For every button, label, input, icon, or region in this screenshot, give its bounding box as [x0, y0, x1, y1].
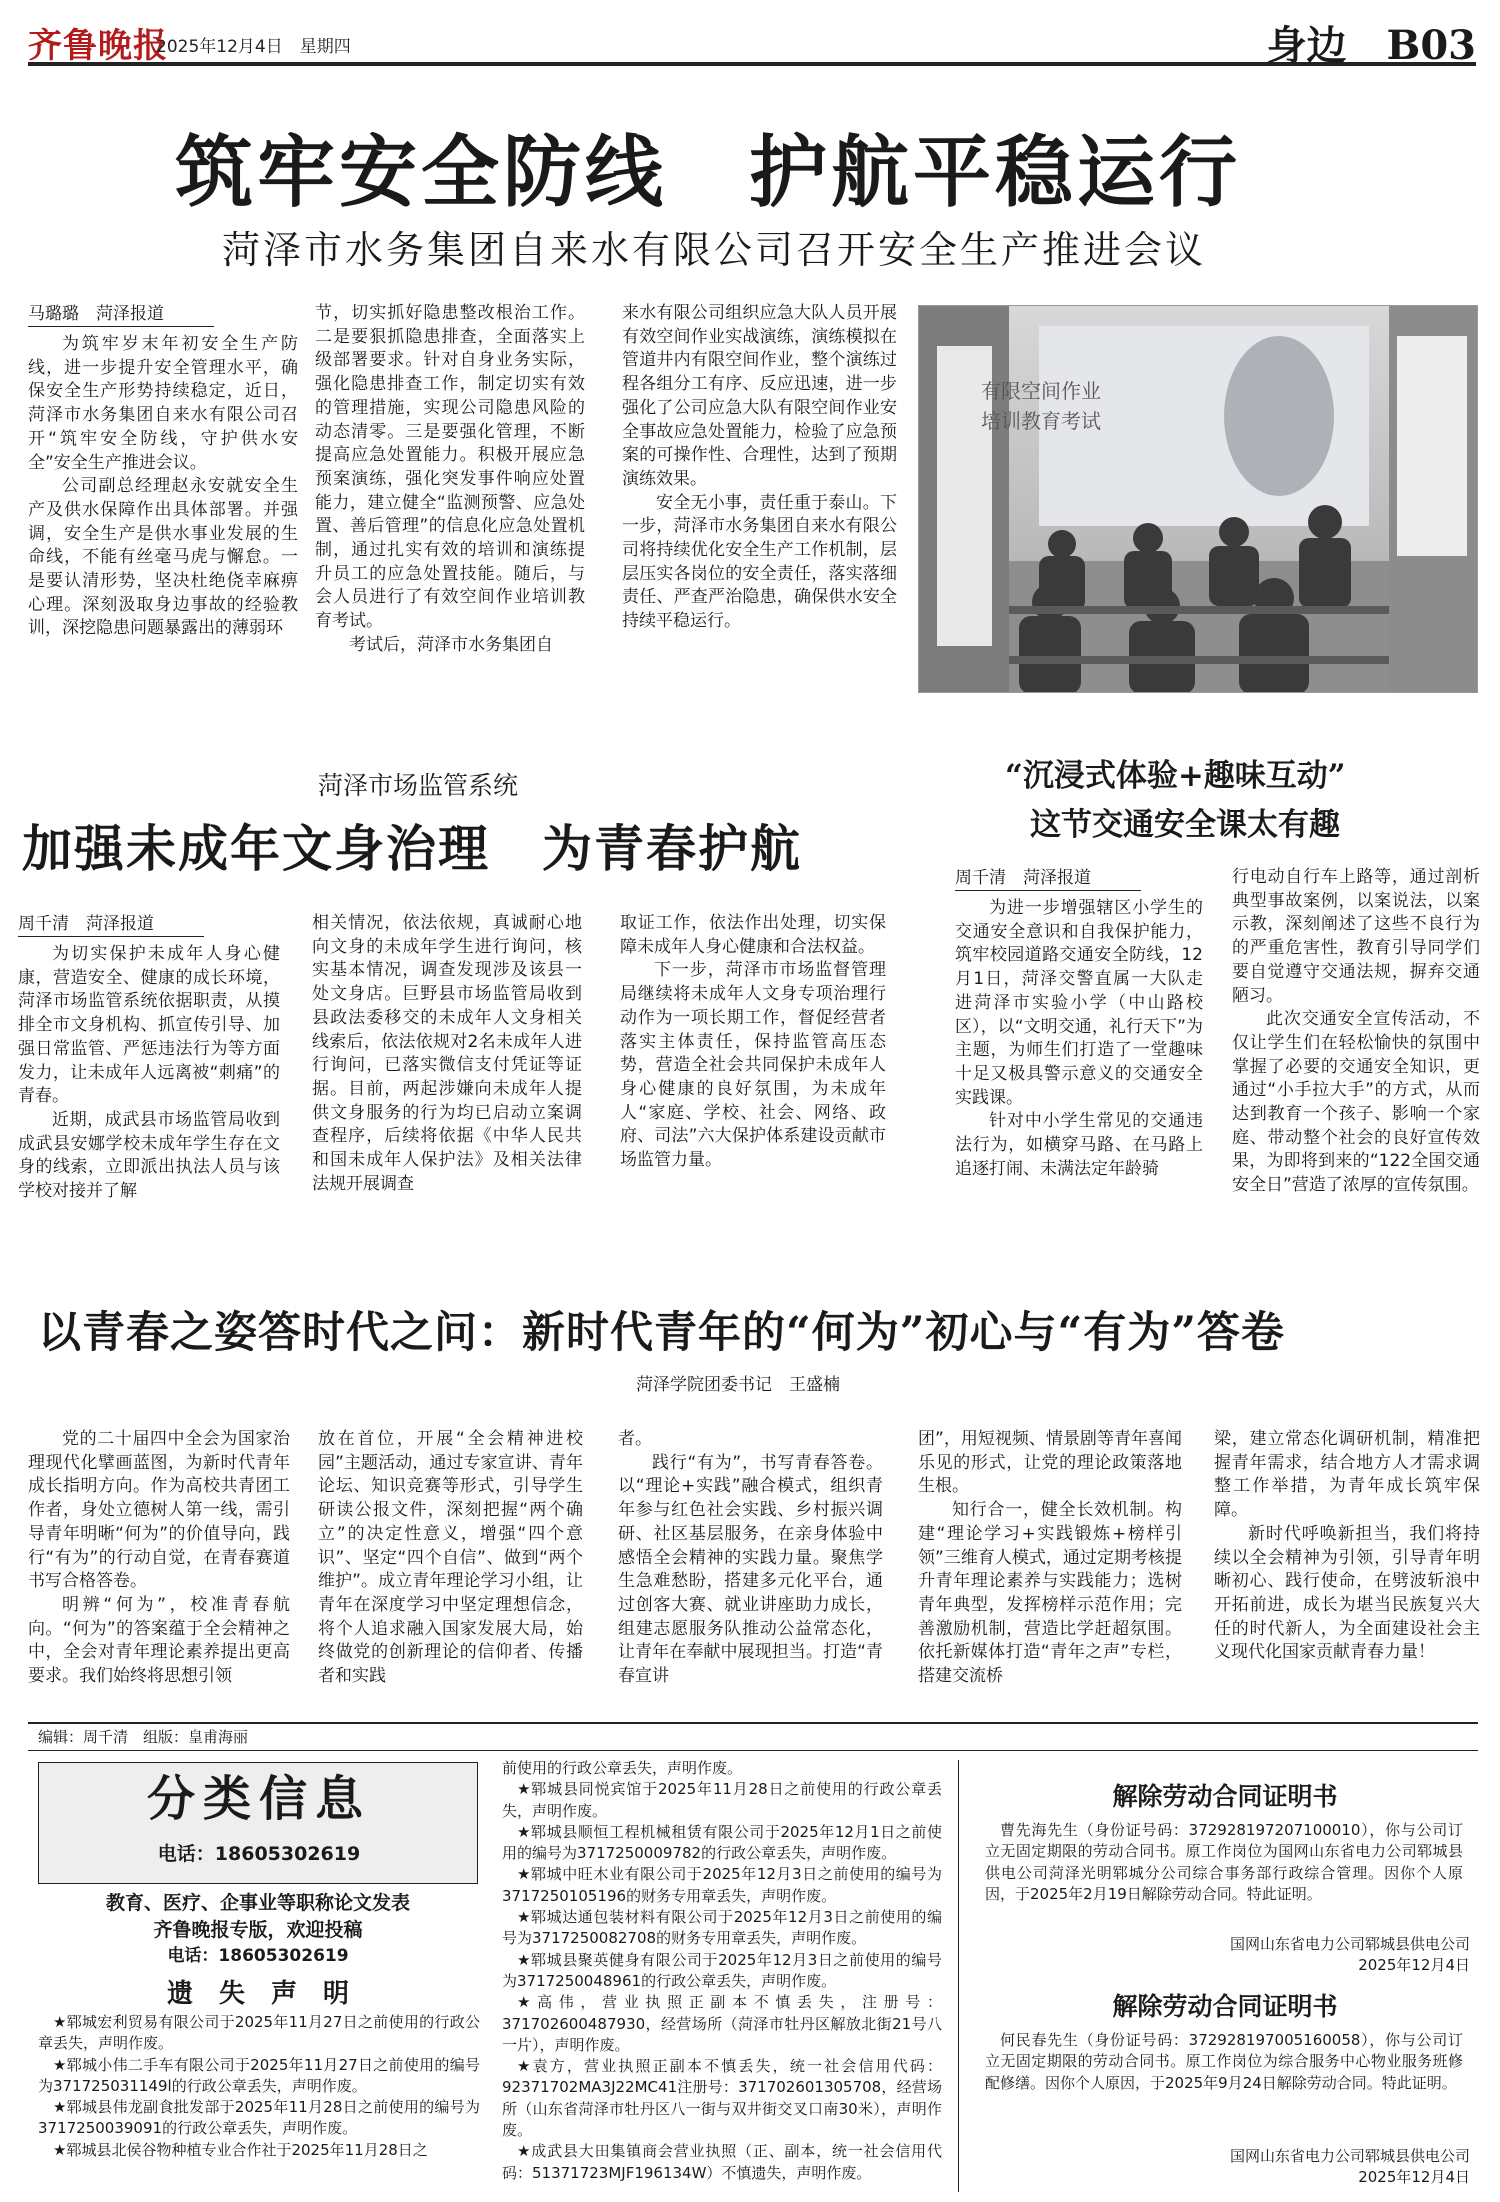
article1-title: 筑牢安全防线 护航平稳运行 — [175, 128, 1242, 218]
notice1-date: 2025年12月4日 — [1358, 1956, 1470, 1974]
article1-subtitle: 菏泽市水务集团自来水有限公司召开安全生产推进会议 — [222, 228, 1207, 272]
lost-notice-title: 遗 失 声 明 — [166, 1979, 349, 2009]
photo-screen-text: 有限空间作业 培训教育考试 — [981, 379, 1101, 433]
article2-kicker: 菏泽市场监管系统 — [318, 771, 519, 800]
article2-title: 加强未成年文身治理 为青春护航 — [22, 819, 802, 878]
article4-col5: 梁，建立常态化调研机制，精准把握青年需求，结合地方人才需求调整工作举措，为青年成长筑牢保障。 新时代呼唤新担当，我们将持续以全会精神为引领，引导青年明晰初心、践行使命，在劈波斩浪中开拓前进，成长为堪当民族复兴大任的时代新人，为全面建设社会主义现代化国家贡献青春力量！ — [1214, 1429, 1480, 1663]
promo-line1: 教育、医疗、企事业等职称论文发表 — [105, 1892, 410, 1914]
classified-banner — [38, 1762, 478, 1884]
article4-col2: 放在首位，开展“全会精神进校园”主题活动，通过专家宣讲、青年论坛、知识竞赛等形式，引导学生研读公报文件，深刻把握“两个确立”的决定性意义，增强“四个意识”、坚定“四个自信”、做到“两个维护”。成立青年理论学习小组，让青年在深度学习中坚定理想信念，将个人追求融入国家发展大局，始终做党的创新理论的信仰者、传播者和实践 — [318, 1429, 583, 1687]
promo-phone: 电话：18605302619 — [167, 1946, 349, 1966]
notice1-org: 国网山东省电力公司郓城县供电公司 — [1229, 1935, 1470, 1953]
article2-col1: 周千清 菏泽报道 为切实保护未成年人身心健康，营造安全、健康的成长环境，菏泽市场监管系统依据职责，从摸排全市文身机构、抓宣传引导、加强日常监管、严惩违法行为等方面发力，让未成年人远离被“刺痛”的青春。 近期，成武县市场监管局收到成武县安娜学校未成年学生存在文身的线索，立即派出执法人员与该学校对接并了解 — [18, 914, 280, 1202]
article2-col3: 取证工作，依法作出处理，切实保障未成年人身心健康和合法权益。 下一步，菏泽市市场监督管理局继续将未成年人文身专项治理行动作为一项长期工作，督促经营者落实主体责任，保持监管高压态势，营造全社会共同保护未成年人身心健康的良好氛围，为未成年人“家庭、学校、社会、网络、政府、司法”六大保护体系建设贡献市场监管力量。 — [620, 913, 886, 1171]
classified-title: 分类信息 — [146, 1771, 371, 1827]
article1-byline: 马璐璐 菏泽报道 — [28, 302, 214, 327]
article4-col4: 团”，用短视频、情景剧等青年喜闻乐见的形式，让党的理论政策落地生根。 知行合一，健全长效机制。构建“理论学习+实践锻炼+榜样引领”三维育人模式，通过定期考核提升青年理论素养与实践能力；选树青年典型，发挥榜样示范作用；完善激励机制，营造比学赶超氛围。依托新媒体打造“青年之声”专栏，搭建交流桥 — [918, 1429, 1182, 1687]
notice2-title: 解除劳动合同证明书 — [1112, 1992, 1338, 2021]
article3-byline: 周千清 菏泽报道 — [955, 866, 1141, 891]
notice2-date: 2025年12月4日 — [1358, 2168, 1470, 2186]
notice1-body: 曹先海先生（身份证号码：372928197207100010），你与公司订立无固定期限的劳动合同书。原工作岗位为国网山东省电力公司郓城县供电公司菏泽光明郓城分公司综合事务部行政综合管理。因你个人原因，于2025年2月19日解除劳动合同。特此证明。 — [985, 1821, 1463, 1903]
page-header — [28, 8, 1476, 69]
editor-rule — [28, 1722, 1478, 1724]
editor-credit: 编辑：周千清 组版：皇甫海丽 — [38, 1728, 249, 1746]
article4-col3: 者。 践行“有为”，书写青春答卷。以“理论+实践”融合模式，组织青年参与红色社会实践、乡村振兴调研、社区基层服务，在亲身体验中感悟全会精神的实践力量。聚焦学生急难愁盼，搭建多元化平台，通过创客大赛、就业讲座助力成长，组建志愿服务队推动公益常态化，让青年在奉献中展现担当。打造“青春宣讲 — [618, 1429, 883, 1687]
notice1-title: 解除劳动合同证明书 — [1112, 1782, 1338, 1811]
article4-col1: 党的二十届四中全会为国家治理现代化擘画蓝图，为新时代青年成长指明方向。作为高校共青团工作者，身处立德树人第一线，需引导青年明晰“何为”的价值导向，践行“有为”的行动自觉，在青春赛道书写合格答卷。 明辨“何为”，校准青春航向。“何为”的答案蕴于全会精神之中，全会对青年理论素养提出更高要求。我们始终将思想引领 — [28, 1429, 290, 1687]
article1-col2: 节，切实抓好隐患整改根治工作。二是要狠抓隐患排查，全面落实上级部署要求。针对自身业务实际，强化隐患排查工作，制定切实有效的管理措施，实现公司隐患风险的动态清零。三是要强化管理，不断提高应急处置能力。积极开展应急预案演练，强化突发事件响应处置能力，建立健全“监测预警、应急处置、善后管理”的信息化应急处置机制，通过扎实有效的培训和演练提升员工的应急处置技能。随后，与会人员进行了有效空间作业培训教育考试。 考试后，菏泽市水务集团自 — [315, 303, 585, 655]
issue-date: 2025年12月4日 星期四 — [156, 37, 351, 57]
article4-title: 以青春之姿答时代之问：新时代青年的“何为”初心与“有为”答卷 — [38, 1308, 1285, 1358]
article3-col1: 周千清 菏泽报道 为进一步增强辖区小学生的交通安全意识和自我保护能力，筑牢校园道路交通安全防线，12月1日，菏泽交警直属一大队走进菏泽市实验小学（中山路校区），以“文明交通，礼行天下”为主题，为师生们打造了一堂趣味十足又极具警示意义的交通安全实践课。 针对中小学生常见的交通违法行为，如横穿马路、在马路上追逐打闹、未满法定年龄骑 — [955, 868, 1203, 1179]
classified-rule — [28, 1750, 1478, 1751]
article3-title-line2: 这节交通安全课太有趣 — [1030, 807, 1340, 843]
article1-col3: 来水有限公司组织应急大队人员开展有效空间作业实战演练，演练模拟在管道井内有限空间作业，整个演练过程各组分工有序、反应迅速，进一步强化了公司应急大队有限空间作业安全事故应急处置能力，检验了应急预案的可操作性、合理性，达到了预期演练效果。 安全无小事，责任重于泰山。下一步，菏泽市水务集团自来水有限公司将持续优化安全生产工作机制，层层压实各岗位的安全责任，落实落细责任、严查严治隐患，确保供水安全持续平稳运行。 — [622, 303, 897, 632]
classified-divider — [958, 1760, 959, 2192]
article4-author: 菏泽学院团委书记 王盛楠 — [636, 1375, 840, 1395]
article3-title-line1: “沉浸式体验+趣味互动” — [1005, 758, 1346, 794]
article3-col2: 行电动自行车上路等，通过剖析典型事故案例，以案说法，以案示教，深刻阐述了这些不良行为的严重危害性，教育引导同学们要自觉遵守交通法规，摒弃交通陋习。 此次交通安全宣传活动，不仅让学生们在轻松愉快的氛围中掌握了必要的交通安全知识，更通过“小手拉大手”的方式，从而达到教育一个孩子、影响一个家庭、带动整个社会的良好宣传效果，为即将到来的“122全国交通安全日”营造了浓厚的宣传氛围。 — [1232, 867, 1480, 1196]
notice2-body: 何民春先生（身份证号码：372928197005160058），你与公司订立无固定期限的劳动合同书。原工作岗位为综合服务中心物业服务班修配修缮。因你个人原因，于2025年9月24日解除劳动合同。特此证明。 — [985, 2031, 1463, 2092]
section-label: 身边 B03 — [1266, 22, 1476, 69]
meeting-photo — [918, 305, 1478, 693]
article2-byline: 周千清 菏泽报道 — [18, 912, 204, 937]
article2-col2: 相关情况，依法依规，真诚耐心地向文身的未成年学生进行询问，核实基本情况，调查发现涉及该县一处文身店。巨野县市场监管局收到县政法委移交的未成年人文身相关线索后，依法依规对2名未成年人进行询问，已落实微信支付凭证等证据。目前，两起涉嫌向未成年人提供文身服务的行为均已启动立案调查程序，后续将依据《中华人民共和国未成年人保护法》及相关法律法规开展调查 — [312, 913, 582, 1194]
classroom-scene-image — [919, 306, 1478, 693]
notice2-org: 国网山东省电力公司郓城县供电公司 — [1229, 2147, 1470, 2165]
newspaper-logo: 齐鲁晚报 — [28, 26, 168, 66]
article1-col1: 马璐璐 菏泽报道 为筑牢岁末年初安全生产防线，进一步提升安全管理水平，确保安全生产形势持续稳定，近日，菏泽市水务集团自来水有限公司召开“筑牢安全防线，守护供水安全”安全生产推进会议。 公司副总经理赵永安就安全生产及供水保障作出具体部署。并强调，安全生产是供水事业发展的生命线，不能有丝毫马虎与懈怠。一是要认清形势，坚决杜绝侥幸麻痹心理。深刻汲取身边事故的经验教训，深挖隐患问题暴露出的薄弱环 — [28, 304, 298, 639]
lost-notices-left: ★郓城宏利贸易有限公司于2025年11月27日之前使用的行政公章丢失，声明作废。 ★郓城小伟二手车有限公司于2025年11月27日之前使用的编号为371725031149l的行政公章丢失，声明作废。 ★郓城县伟龙副食批发部于2025年11月28日之前使用的编号为3717250039091的行政公章丢失，声明作废。 ★郓城县北侯谷物种植专业合作社于2025年11月28日之 — [38, 2013, 480, 2159]
promo-line2: 齐鲁晚报专版，欢迎投稿 — [153, 1919, 363, 1941]
classified-phone: 电话：18605302619 — [157, 1843, 361, 1865]
lost-notices-middle: 前使用的行政公章丢失，声明作废。 ★郓城县同悦宾馆于2025年11月28日之前使用的行政公章丢失，声明作废。 ★郓城县顺恒工程机械租赁有限公司于2025年12月1日之前使用的编号为3717250009782的行政公章丢失，声明作废。 ★郓城中旺木业有限公司于2025年12月3日之前使用的编号为3717250105196的财务专用章丢失，声明作废。 ★郓城达通包装材料有限公司于2025年12月3日之前使用的编号为3717250082708的财务专用章丢失，声明作废。 ★郓城县聚英健身有限公司于2025年12月3日之前使用的编号为3717250048961的行政公章丢失，声明作废。 ★高伟，营业执照正副本不慎丢失，注册号：371702600487930，经营场所（菏泽市牡丹区解放北街21号八一片），声明作废。 ★袁方，营业执照正副本不慎丢失，统一社会信用代码：92371702MA3J22MC41注册号：371702601305708，经营场所（山东省菏泽市牡丹区八一街与双井街交叉口南30米），声明作废。 ★成武县大田集镇商会营业执照（正、副本，统一社会信用代码：51371723MJF196134W）不慎遗失，声明作废。 — [502, 1759, 942, 2182]
